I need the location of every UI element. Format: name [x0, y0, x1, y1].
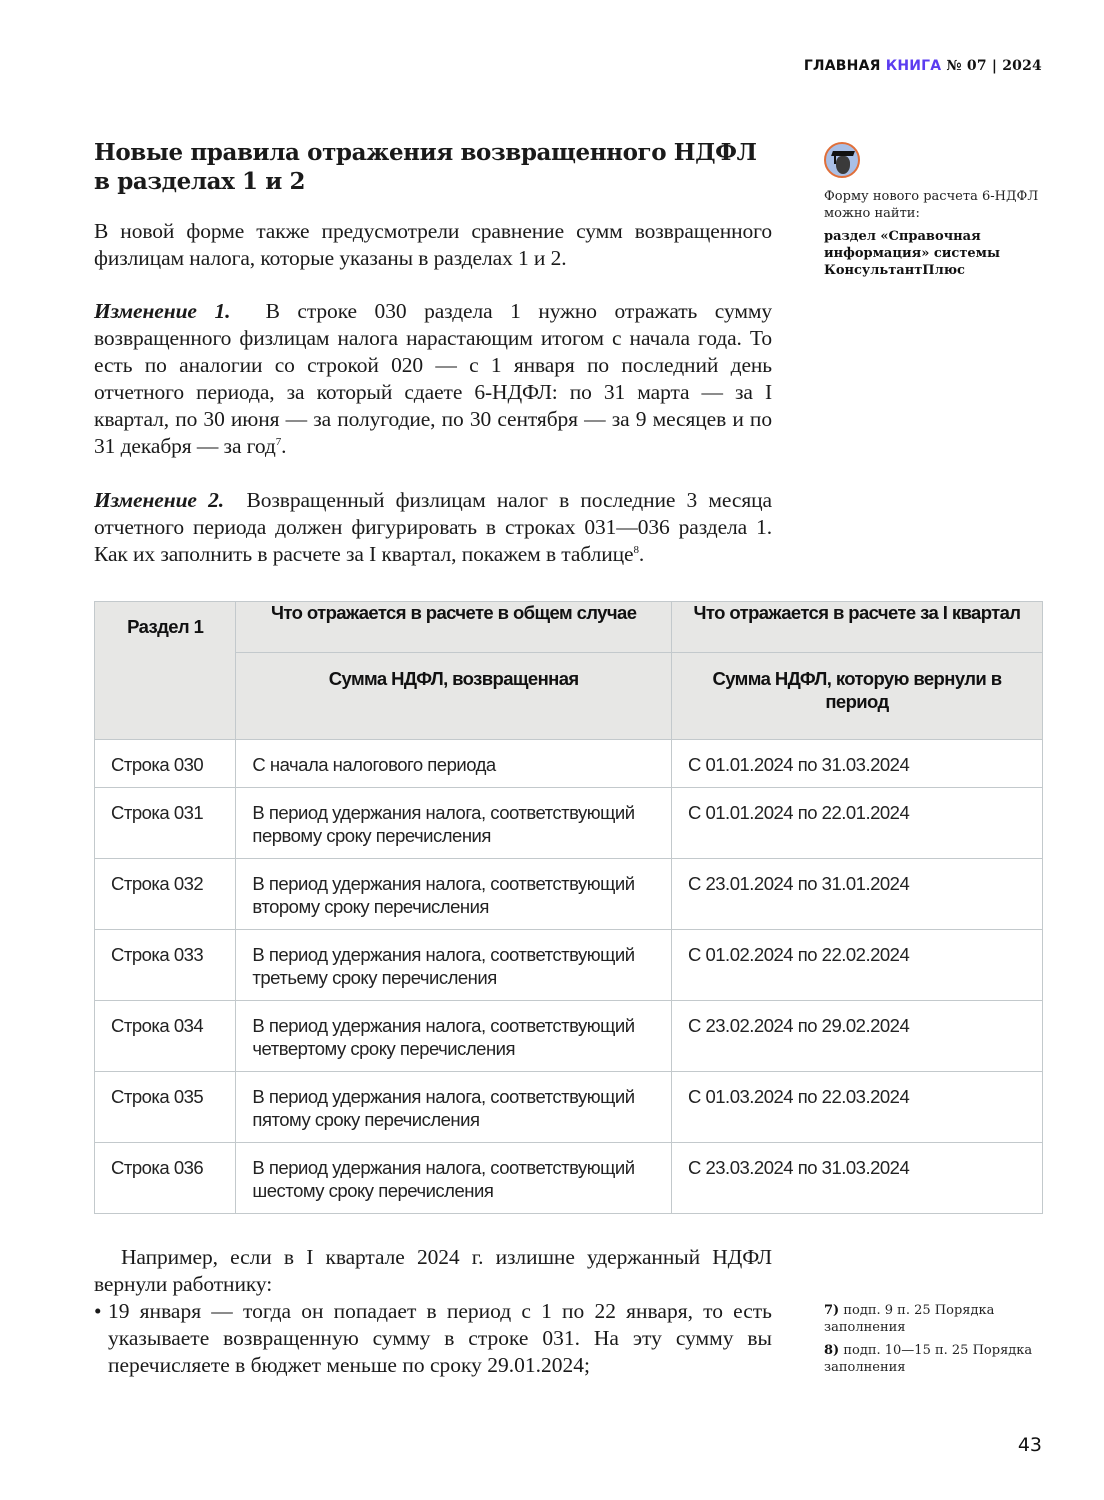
cell-line: Строка 036 [95, 1143, 236, 1214]
cell-q1: С 23.02.2024 по 29.02.2024 [671, 1001, 1042, 1072]
footnote-text: подп. 9 п. 25 Порядка заполнения [824, 1303, 995, 1335]
example-section [94, 1244, 772, 1379]
sidebar-note-text: Форму нового расчета 6-НДФЛ можно найти: [824, 189, 1039, 221]
cell-general: В период удержания налога, соответствующий третьему сроку перечисления [236, 930, 672, 1001]
header-general: Что отражается в расчете в общем случае [236, 602, 672, 653]
cell-q1: С 01.01.2024 по 22.01.2024 [671, 788, 1042, 859]
footnote-number: 7) [824, 1303, 840, 1318]
table-row [95, 740, 1043, 788]
cell-q1: С 23.03.2024 по 31.03.2024 [671, 1143, 1042, 1214]
professor-avatar-icon [824, 142, 860, 178]
cell-general: В период удержания налога, соответствующий четвертому сроку перечисления [236, 1001, 672, 1072]
intro-paragraph: В новой форме также предусмотрели сравнение сумм возвращенного физлицам налога, которые указаны в разделах 1 и 2. [94, 219, 772, 270]
issue-number: № 07 | 2024 [946, 58, 1042, 74]
magazine-masthead [804, 58, 1042, 74]
brand-accent: КНИГА [885, 58, 942, 74]
footnote-7 [824, 1302, 1054, 1336]
footnote-8 [824, 1342, 1054, 1376]
table-row [95, 930, 1043, 1001]
change-1-text: В строке 030 раздела 1 нужно отражать сумму возвращенного физлицам налога нарастающим итогом с начала года. То есть по аналогии со строкой 020 — с 1 января по последний день отчетного периода, за который сдаете 6-НДФЛ: по 31 марта — за I квартал, по 30 июня — за полугодие, по 30 сентября — за 9 месяцев и по 31 декабря — за год [94, 299, 772, 458]
sidebar-note [824, 142, 1044, 279]
footnote-ref-7[interactable]: 7 [275, 435, 282, 448]
table-row [95, 859, 1043, 930]
cell-line: Строка 034 [95, 1001, 236, 1072]
change-2-text: Возвращенный физлицам налог в последние 3 месяца отчетного периода должен фигурировать в строках 031—036 раздела 1. Как их заполнить в расчете за I квартал, покажем в таблице [94, 488, 772, 566]
page-number: 43 [1017, 1434, 1042, 1456]
list-item [94, 1298, 772, 1379]
cell-line: Строка 031 [95, 788, 236, 859]
change-1-paragraph [94, 298, 772, 460]
brand-name: ГЛАВНАЯ [803, 58, 881, 74]
subheader-general: Сумма НДФЛ, возвращенная [236, 653, 672, 740]
cell-q1: С 01.03.2024 по 22.03.2024 [671, 1072, 1042, 1143]
cell-line: Строка 032 [95, 859, 236, 930]
bullet-icon: • [94, 1299, 102, 1323]
cell-general: В период удержания налога, соответствующий пятому сроку перечисления [236, 1072, 672, 1143]
section-title: Новые правила отражения возвращенного НДФЛ в разделах 1 и 2 [94, 139, 757, 195]
footnote-ref-8[interactable]: 8 [633, 543, 639, 556]
cell-q1: С 23.01.2024 по 31.01.2024 [671, 859, 1042, 930]
cell-general: С начала налогового периода [236, 740, 672, 788]
sidebar-reference: раздел «Справочная информация» системы КонсультантПлюс [824, 229, 1000, 278]
list-item-text: 19 января — тогда он попадает в период с 1 по 22 января, то есть указываете возвращенную сумму в строке 031. На эту сумму вы перечисляете в бюджет меньше по сроку 29.01.2024; [108, 1299, 772, 1377]
change-1-lead: Изменение 1. [94, 299, 231, 323]
table-row [95, 1001, 1043, 1072]
change-2-paragraph [94, 487, 772, 568]
table-row [95, 1072, 1043, 1143]
header-section: Раздел 1 [95, 602, 236, 740]
table-row [95, 788, 1043, 859]
change-1-end: . [281, 434, 287, 458]
subheader-q1: Сумма НДФЛ, которую вернули в период [671, 653, 1042, 740]
footnotes [824, 1302, 1054, 1382]
change-2-end: . [638, 542, 645, 566]
cell-general: В период удержания налога, соответствующий шестому сроку перечисления [236, 1143, 672, 1214]
footnote-text: подп. 10—15 п. 25 Порядка заполнения [824, 1343, 1033, 1375]
example-list [94, 1298, 772, 1379]
cell-line: Строка 030 [95, 740, 236, 788]
example-intro: Например, если в I квартале 2024 г. излишне удержанный НДФЛ вернули работнику: [94, 1245, 772, 1296]
lines-table [94, 601, 1043, 1214]
cell-general: В период удержания налога, соответствующий второму сроку перечисления [236, 859, 672, 930]
footnote-number: 8) [824, 1343, 840, 1358]
article-main-column [94, 138, 772, 568]
change-2-lead: Изменение 2. [94, 488, 225, 512]
cell-general: В период удержания налога, соответствующий первому сроку перечисления [236, 788, 672, 859]
header-q1: Что отражается в расчете за I квартал [671, 602, 1042, 653]
cell-line: Строка 035 [95, 1072, 236, 1143]
cell-line: Строка 033 [95, 930, 236, 1001]
cell-q1: С 01.02.2024 по 22.02.2024 [671, 930, 1042, 1001]
cell-q1: С 01.01.2024 по 31.03.2024 [671, 740, 1042, 788]
table-row [95, 1143, 1043, 1214]
